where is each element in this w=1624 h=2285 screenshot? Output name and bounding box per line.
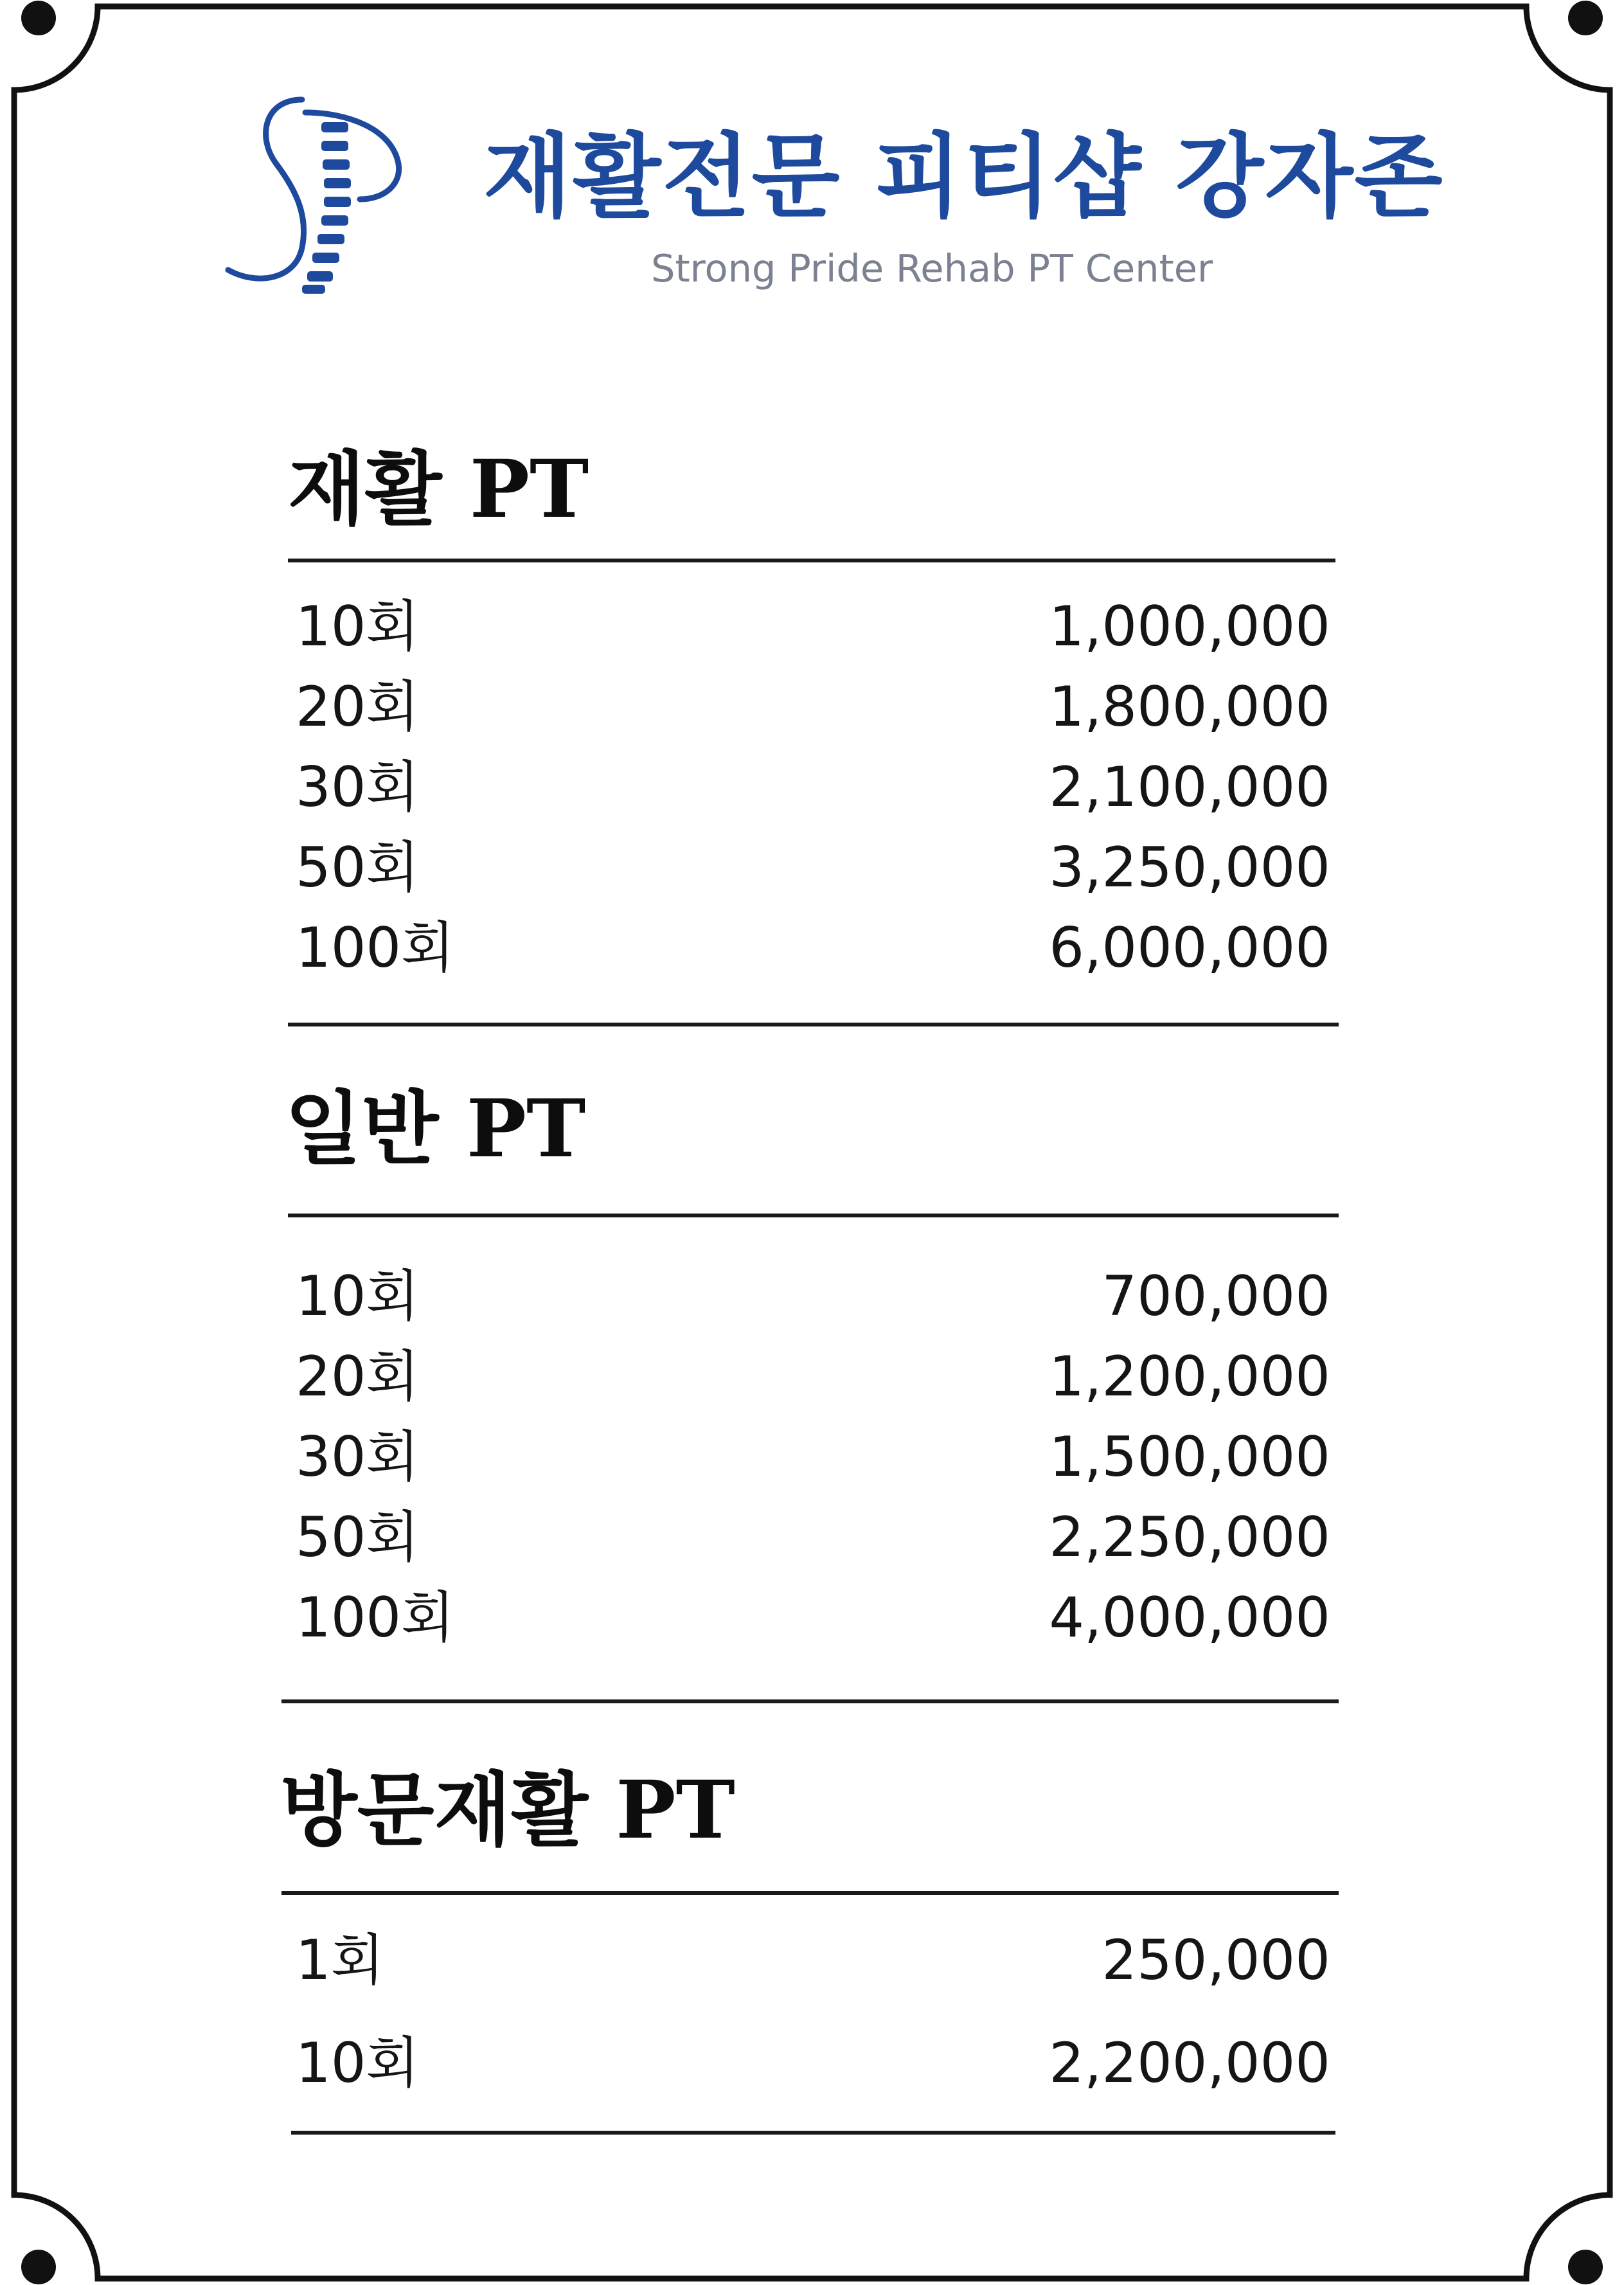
price-row bbox=[296, 916, 1330, 980]
session-count: 20회 bbox=[296, 1345, 420, 1409]
price-row bbox=[296, 1425, 1330, 1489]
price-value: 2,200,000 bbox=[1049, 2031, 1330, 2095]
price-value: 1,500,000 bbox=[1049, 1425, 1330, 1489]
price-row bbox=[296, 755, 1330, 820]
spine-logo-icon bbox=[225, 93, 411, 299]
price-value: 1,200,000 bbox=[1049, 1345, 1330, 1409]
corner-dot-top-left bbox=[21, 1, 56, 35]
price-value: 700,000 bbox=[1102, 1264, 1330, 1329]
section-divider bbox=[291, 2131, 1335, 2135]
session-count: 10회 bbox=[296, 2031, 420, 2095]
price-value: 1,800,000 bbox=[1049, 675, 1330, 739]
brand-name-english: Strong Pride Rehab PT Center bbox=[651, 246, 1213, 291]
price-value: 1,000,000 bbox=[1049, 595, 1330, 659]
price-row bbox=[296, 1505, 1330, 1570]
section-divider bbox=[288, 1023, 1339, 1026]
price-value: 250,000 bbox=[1102, 1928, 1330, 1993]
session-count: 1회 bbox=[296, 1928, 384, 1993]
session-count: 100회 bbox=[296, 1586, 455, 1650]
price-row bbox=[296, 1264, 1330, 1329]
price-value: 6,000,000 bbox=[1049, 916, 1330, 980]
price-row bbox=[296, 595, 1330, 659]
price-value: 2,250,000 bbox=[1049, 1505, 1330, 1570]
section-divider bbox=[288, 1214, 1339, 1217]
section-divider bbox=[288, 559, 1335, 562]
session-count: 50회 bbox=[296, 836, 420, 900]
section-title-home-rehab-pt: 방문재활 PT bbox=[280, 1764, 735, 1857]
session-count: 10회 bbox=[296, 1264, 420, 1329]
price-value: 3,250,000 bbox=[1049, 836, 1330, 900]
corner-dot-top-right bbox=[1568, 1, 1603, 35]
corner-dot-bottom-right bbox=[1568, 2250, 1603, 2284]
session-count: 10회 bbox=[296, 595, 420, 659]
session-count: 20회 bbox=[296, 675, 420, 739]
section-divider bbox=[281, 1891, 1339, 1895]
price-row bbox=[296, 1345, 1330, 1409]
section-title-general-pt: 일반 PT bbox=[285, 1082, 586, 1176]
price-row bbox=[296, 675, 1330, 739]
session-count: 30회 bbox=[296, 755, 420, 820]
brand-name-korean: 재활전문 피티샵 강자존 bbox=[483, 124, 1444, 230]
corner-dot-bottom-left bbox=[21, 2250, 56, 2284]
price-row bbox=[296, 836, 1330, 900]
price-row bbox=[296, 1586, 1330, 1650]
price-value: 2,100,000 bbox=[1049, 755, 1330, 820]
section-title-rehab-pt: 재활 PT bbox=[288, 443, 589, 536]
price-row bbox=[296, 1928, 1330, 1993]
section-divider bbox=[281, 1699, 1339, 1703]
session-count: 100회 bbox=[296, 916, 455, 980]
session-count: 30회 bbox=[296, 1425, 420, 1489]
session-count: 50회 bbox=[296, 1505, 420, 1570]
price-row bbox=[296, 2031, 1330, 2095]
price-value: 4,000,000 bbox=[1049, 1586, 1330, 1650]
